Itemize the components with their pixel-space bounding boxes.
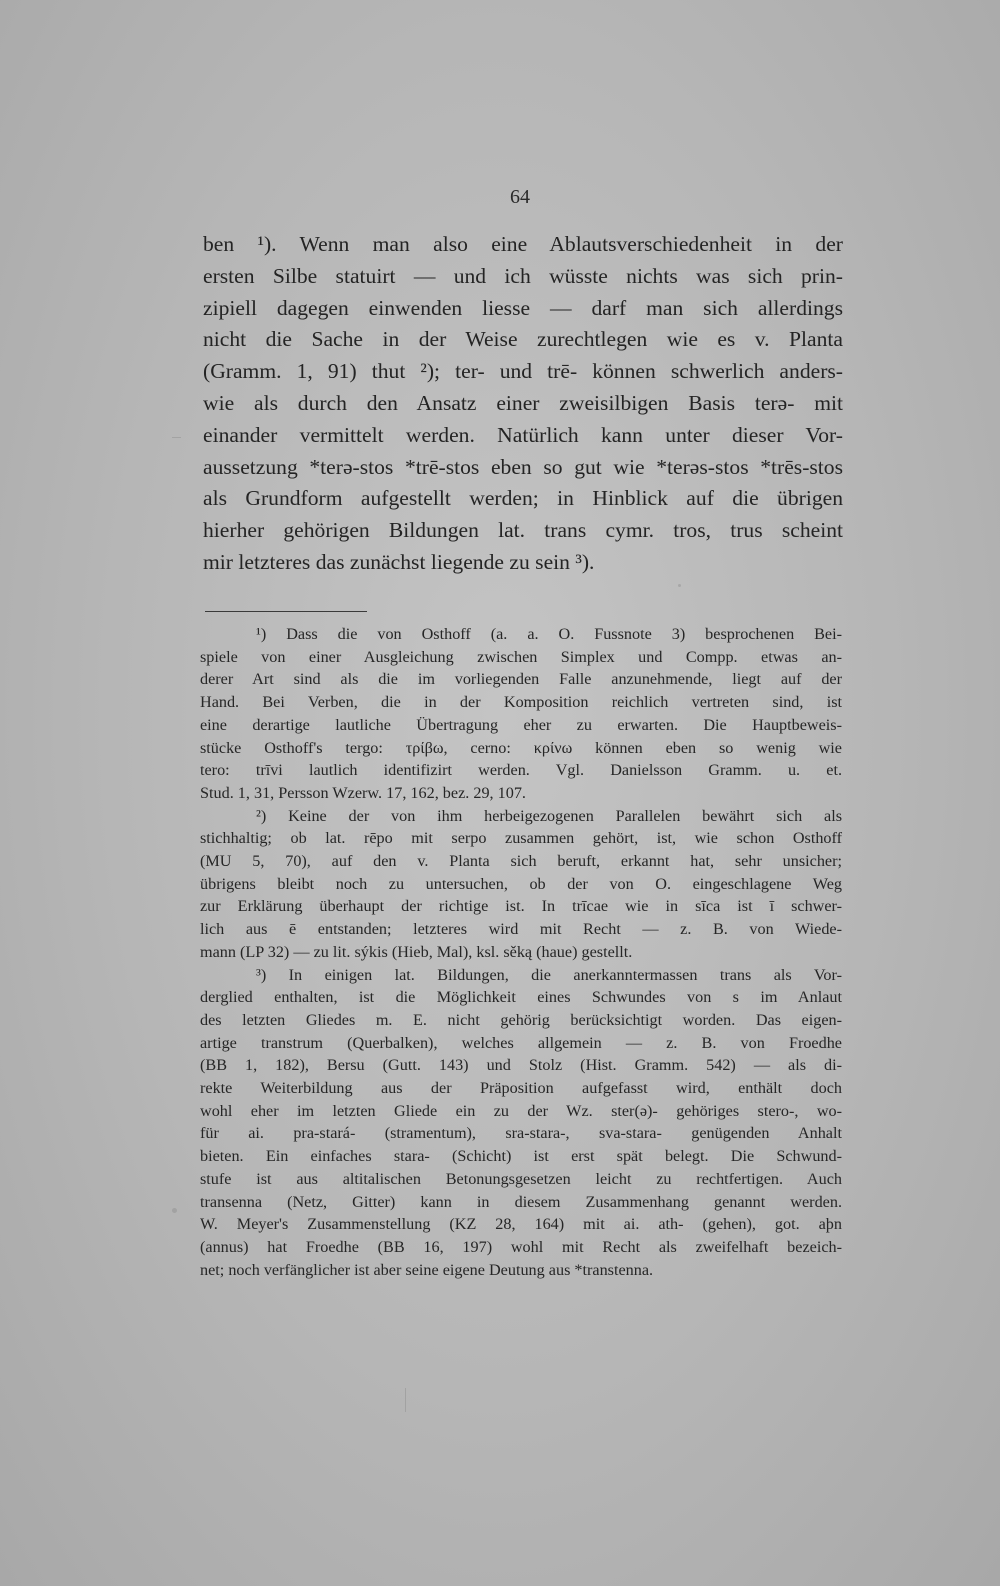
footnote-line: spiele von einer Ausgleichung zwischen Simplex und Compp. etwas an-	[200, 647, 842, 666]
footnote-line: lich aus ē entstanden; letzteres wird mit Recht — z. B. von Wiede-	[200, 920, 842, 939]
body-line-8: aussetzung *terə-stos *trē-stos eben so gut wie *terəs-stos *trēs-stos	[203, 454, 843, 479]
footnote-line: Stud. 1, 31, Persson Wzerw. 17, 162, bez. 29, 107.	[200, 783, 526, 802]
body-line-2: ersten Silbe statuirt — und ich wüsste nichts was sich prin-	[203, 263, 843, 288]
footnote-line: W. Meyer's Zusammenstellung (KZ 28, 164) mit ai. ath- (gehen), got. aþn	[200, 1215, 842, 1234]
body-line-1: ben ¹). Wenn man also eine Ablautsverschiedenheit in der	[203, 232, 843, 256]
page-number: 64	[510, 186, 530, 208]
body-line-11: mir letzteres das zunächst liegende zu sein ³).	[203, 549, 595, 574]
scan-speck	[172, 1208, 177, 1213]
body-line-9: als Grundform aufgestellt werden; in Hinblick auf die übrigen	[203, 486, 843, 511]
footnote-line: stufe ist aus altitalischen Betonungsgesetzen leicht zu rechtfertigen. Auch	[200, 1169, 842, 1188]
body-line-4: nicht die Sache in der Weise zurechtlegen wie es v. Planta	[203, 327, 843, 352]
footnote-line: (annus) hat Froedhe (BB 16, 197) wohl mit Recht als zweifelhaft bezeich-	[200, 1237, 842, 1256]
body-line-3: zipiell dagegen einwenden liesse — darf man sich allerdings	[203, 295, 843, 320]
footnote-line: derer Art sind als die im vorliegenden Falle anzunehmende, liegt auf der	[200, 670, 842, 689]
footnote-line: eine derartige lautliche Übertragung eher zu erwarten. Die Hauptbeweis-	[200, 715, 842, 734]
footnote-line: derglied enthalten, ist die Möglichkeit eines Schwundes von s im Anlaut	[200, 988, 842, 1007]
footnote-line: (MU 5, 70), auf den v. Planta sich beruft, erkannt hat, sehr unsicher;	[200, 852, 842, 871]
footnote-line: für ai. pra-stará- (stramentum), sra-stara-, sva-stara- genügenden Anhalt	[200, 1124, 842, 1143]
footnote-line: rekte Weiterbildung aus der Präposition aufgefasst wird, enthält doch	[200, 1079, 842, 1098]
body-line-10: hierher gehörigen Bildungen lat. trans cymr. tros, trus scheint	[203, 518, 843, 543]
footnote-separator-rule	[205, 611, 367, 612]
body-line-6: wie als durch den Ansatz einer zweisilbigen Basis terə- mit	[203, 390, 843, 415]
footnote-line: tero: trīvi lautlich identifizirt werden. Vgl. Danielsson Gramm. u. et.	[200, 761, 842, 780]
footnote-line: net; noch verfänglicher ist aber seine eigene Deutung aus *transtenna.	[200, 1260, 654, 1279]
footnote-line: (BB 1, 182), Bersu (Gutt. 143) und Stolz (Hist. Gramm. 542) — als di-	[200, 1056, 842, 1075]
scan-speck	[678, 584, 681, 587]
footnote-line: stücke Osthoff's tergo: τρίβω, cerno: κρίνω können eben so wenig wie	[200, 738, 842, 757]
footnote-line: wohl eher im letzten Gliede ein zu der Wz. ster(ə)- gehöriges stero-, wo-	[200, 1101, 842, 1120]
footnote-line: transenna (Netz, Gitter) kann in diesem Zusammenhang genannt werden.	[200, 1192, 842, 1211]
footnote-line: bieten. Ein einfaches stara- (Schicht) ist erst spät belegt. Die Schwund-	[200, 1147, 842, 1166]
footnote-line: ¹) Dass die von Osthoff (a. a. O. Fussnote 3) besprochenen Bei-	[256, 625, 842, 643]
footnote-line: zur Erklärung überhaupt der richtige ist. In trīcae wie in sīca ist ī schwer-	[200, 897, 842, 916]
footnote-line: ²) Keine der von ihm herbeigezogenen Parallelen bewährt sich als	[256, 806, 842, 825]
body-line-5: (Gramm. 1, 91) thut ²); ter- und trē- können schwerlich anders-	[203, 359, 843, 384]
footnotes-block	[200, 623, 842, 1281]
main-text-block	[203, 229, 843, 579]
footnote-line: stichhaltig; ob lat. rēpo mit serpo zusammen gehört, ist, wie schon Osthoff	[200, 829, 842, 848]
footnote-line: des letzten Gliedes m. E. nicht gehörig berücksichtigt worden. Das eigen-	[200, 1010, 842, 1029]
scan-speck	[172, 437, 181, 438]
scan-speck	[405, 1388, 406, 1412]
footnote-line: übrigens bleibt noch zu untersuchen, ob der von O. eingeschlagene Weg	[200, 874, 842, 893]
footnote-line: ³) In einigen lat. Bildungen, die anerkanntermassen trans als Vor-	[256, 965, 842, 984]
footnote-line: Hand. Bei Verben, die in der Komposition reichlich vertreten sind, ist	[200, 693, 842, 712]
footnote-line: artige transtrum (Querbalken), welches allgemein — z. B. von Froedhe	[200, 1033, 842, 1052]
footnote-line: mann (LP 32) — zu lit. sýkis (Hieb, Mal), ksl. sěką (haue) gestellt.	[200, 942, 633, 961]
body-line-7: einander vermittelt werden. Natürlich kann unter dieser Vor-	[203, 422, 843, 447]
